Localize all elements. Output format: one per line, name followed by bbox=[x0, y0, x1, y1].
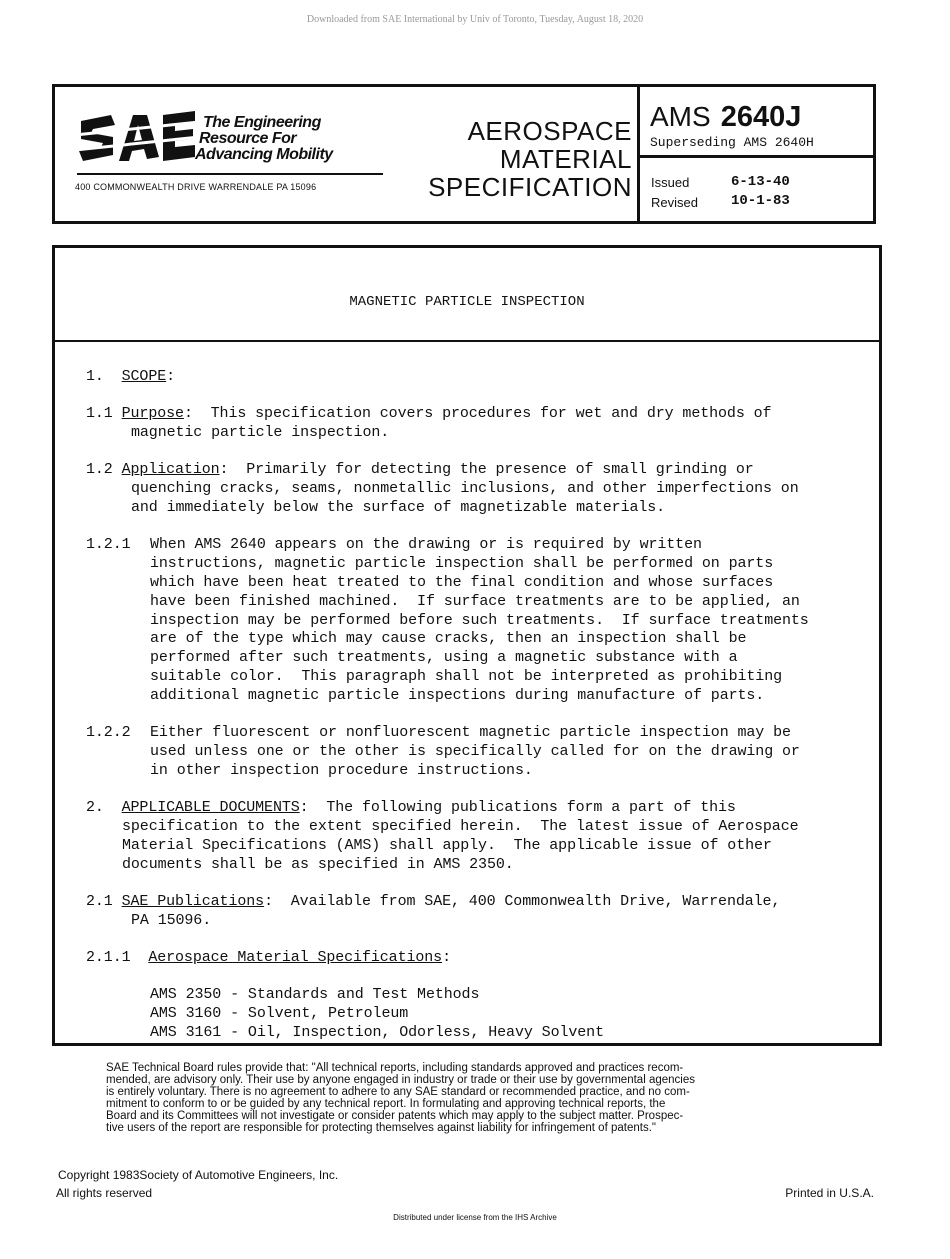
section-1-heading: 1. SCOPE: bbox=[86, 368, 176, 385]
notice-line: is entirely voluntary. There is no agreement to adhere to any SAE standard or recommended practice, and no com- bbox=[106, 1086, 690, 1098]
section-2-line: documents shall be as specified in AMS 2350. bbox=[122, 856, 514, 873]
section-2-line: Material Specifications (AMS) shall apply. The applicable issue of other bbox=[122, 837, 772, 854]
section-1-2-1-line: additional magnetic particle inspections during manufacture of parts. bbox=[150, 687, 765, 704]
notice-line: tive users of the report are responsible for protecting themselves against liability for infringement of patents." bbox=[106, 1122, 656, 1134]
header-divider bbox=[637, 87, 640, 221]
section-1-2-1-line: instructions, magnetic particle inspection shall be performed on parts bbox=[150, 555, 774, 572]
section-2-line: specification to the extent specified herein. The latest issue of Aerospace bbox=[122, 818, 799, 835]
section-2-1-1-title: Aerospace Material Specifications bbox=[148, 949, 443, 966]
document-title: MAGNETIC PARTICLE INSPECTION bbox=[349, 294, 585, 310]
right-divider bbox=[640, 155, 873, 158]
header-box bbox=[52, 84, 876, 224]
ams-number: 2640J bbox=[720, 101, 802, 133]
revised-label: Revised bbox=[651, 195, 698, 210]
title-rule bbox=[55, 340, 879, 342]
copyright: Copyright 1983Society of Automotive Engineers, Inc. bbox=[58, 1168, 339, 1182]
section-1-2-1-line: When AMS 2640 appears on the drawing or is required by written bbox=[150, 536, 702, 553]
superseding: Superseding AMS 2640H bbox=[650, 135, 814, 150]
notice-line: Board and its Committees will not investigate or consider patents which may apply to the subject matter. Prospec- bbox=[106, 1110, 684, 1122]
section-1-1-line: magnetic particle inspection. bbox=[131, 424, 390, 441]
spec-type-title bbox=[410, 117, 632, 201]
spec-title-line-2: MATERIAL bbox=[499, 144, 632, 174]
technical-board-notice bbox=[106, 1062, 826, 1134]
section-1-2: 1.2 Application: Primarily for detecting the presence of small grinding or bbox=[86, 461, 754, 478]
section-2-1: 2.1 SAE Publications: Available from SAE, 400 Commonwealth Drive, Warrendale, bbox=[86, 893, 781, 910]
section-1-2-2-line: used unless one or the other is specifically called for on the drawing or bbox=[150, 743, 800, 760]
issued-label: Issued bbox=[651, 175, 690, 190]
ams-prefix: AMS bbox=[650, 101, 711, 132]
download-note: Downloaded from SAE International by Univ of Toronto, Tuesday, August 18, 2020 bbox=[306, 14, 644, 25]
section-2-1-title: SAE Publications bbox=[121, 893, 265, 910]
section-2: 2. APPLICABLE DOCUMENTS: The following publications form a part of this bbox=[86, 799, 736, 816]
license-note: Distributed under license from the IHS Archive bbox=[393, 1213, 557, 1222]
section-1-2-2-line: in other inspection procedure instructions. bbox=[150, 762, 533, 779]
section-2-title: APPLICABLE DOCUMENTS bbox=[121, 799, 300, 816]
spec-id bbox=[650, 101, 801, 134]
section-1-2-title: Application bbox=[121, 461, 220, 478]
section-1-2-1-line: have been finished machined. If surface treatments are to be applied, an bbox=[150, 593, 800, 610]
section-2-1-line: PA 15096. bbox=[131, 912, 212, 929]
section-1-2-2-number: 1.2.2 bbox=[86, 724, 131, 741]
section-1-2-line: quenching cracks, seams, nonmetallic inclusions, and other imperfections on bbox=[131, 480, 799, 497]
address: 400 COMMONWEALTH DRIVE WARRENDALE PA 15096 bbox=[75, 182, 317, 192]
section-1-2-2-line: Either fluorescent or nonfluorescent magnetic particle inspection may be bbox=[150, 724, 791, 741]
tagline-line-3: Advancing Mobility bbox=[195, 146, 333, 163]
section-1-title: SCOPE bbox=[121, 368, 167, 385]
issued-date: 6-13-40 bbox=[731, 174, 790, 190]
sae-logo bbox=[77, 111, 197, 172]
section-2-1-1: 2.1.1 Aerospace Material Specifications: bbox=[86, 949, 451, 966]
rights-reserved: All rights reserved bbox=[56, 1186, 153, 1200]
reference-item: AMS 2350 - Standards and Test Methods bbox=[150, 986, 480, 1003]
tagline-line-1: The Engineering bbox=[203, 114, 321, 131]
section-1-2-1-line: are of the type which may cause cracks, then an inspection shall be bbox=[150, 630, 747, 647]
logo-rule bbox=[77, 173, 383, 175]
notice-line: mended, are advisory only. Their use by anyone engaged in industry or trade or their use by governmental agencies bbox=[106, 1074, 695, 1086]
section-1-2-1-line: performed after such treatments, using a magnetic substance with a bbox=[150, 649, 738, 666]
sae-logo-icon bbox=[77, 111, 197, 167]
section-1-2-1-line: which have been heat treated to the final condition and whose surfaces bbox=[150, 574, 774, 591]
tagline-line-2: Resource For bbox=[199, 130, 297, 147]
reference-item: AMS 3160 - Solvent, Petroleum bbox=[150, 1005, 409, 1022]
notice-line: mitment to conform to or be guided by any technical report. In formulating and approving technical reports, the bbox=[106, 1098, 666, 1110]
section-1-2-1-line: suitable color. This paragraph shall not be interpreted as prohibiting bbox=[150, 668, 783, 685]
reference-item: AMS 3161 - Oil, Inspection, Odorless, Heavy Solvent bbox=[150, 1024, 604, 1041]
spec-title-line-1: AEROSPACE bbox=[467, 116, 632, 146]
revised-date: 10-1-83 bbox=[731, 193, 790, 209]
section-1-1: 1.1 Purpose: This specification covers procedures for wet and dry methods of bbox=[86, 405, 772, 422]
section-1-1-title: Purpose bbox=[121, 405, 184, 422]
printed-in: Printed in U.S.A. bbox=[785, 1186, 874, 1200]
spec-title-line-3: SPECIFICATION bbox=[428, 172, 632, 202]
notice-line: SAE Technical Board rules provide that: "All technical reports, including standards approved and practices recom- bbox=[106, 1062, 684, 1074]
section-1-2-1-number: 1.2.1 bbox=[86, 536, 131, 553]
section-1-2-1-line: inspection may be performed before such treatments. If surface treatments bbox=[150, 612, 809, 629]
section-1-2-line: and immediately below the surface of magnetizable materials. bbox=[131, 499, 666, 516]
